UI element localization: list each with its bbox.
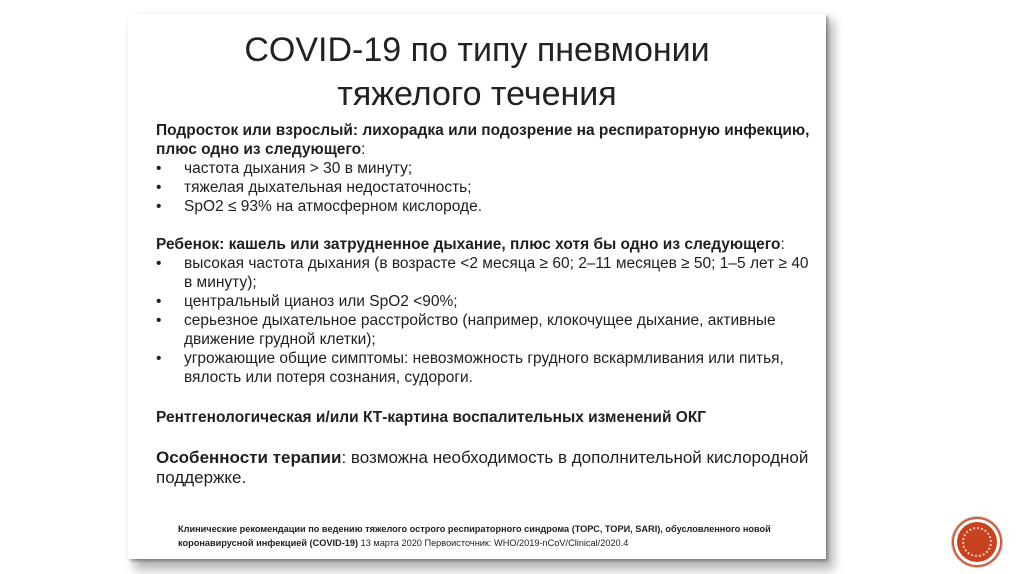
child-item-text: центральный цианоз или SpO2 <90%;	[184, 293, 458, 310]
list-item	[156, 197, 816, 216]
slide-title-line2: тяжелого течения	[337, 75, 617, 113]
child-criteria-list	[156, 254, 816, 387]
child-heading-paragraph	[156, 235, 816, 254]
child-item-text: высокая частота дыхания (в возрасте <2 месяца ≥ 60; 2–11 месяцев ≥ 50; 1–5 лет ≥ 40 в минуту);	[184, 255, 809, 291]
circle-button-icon[interactable]	[957, 522, 997, 562]
list-item	[156, 292, 816, 311]
list-item	[156, 178, 816, 197]
list-item	[156, 254, 816, 292]
child-item-text: серьезное дыхательное расстройство (например, клокочущее дыхание, активные движение грудной клетки);	[184, 312, 776, 348]
bullet-icon: •	[156, 198, 162, 215]
adult-item-text: частота дыхания > 30 в минуту;	[184, 160, 413, 177]
spacer	[156, 387, 816, 408]
therapy-text: : возможна необходимость в дополнительной кислородной поддержке.	[156, 448, 809, 487]
adult-item-text: тяжелая дыхательная недостаточность;	[184, 179, 472, 196]
spacer	[156, 427, 816, 448]
source-footnote	[178, 522, 818, 550]
adult-heading-paragraph	[156, 121, 816, 159]
list-item	[156, 349, 816, 387]
adult-heading: Подросток или взрослый: лихорадка или подозрение на респираторную инфекцию, плюс одно из следующего	[156, 122, 810, 158]
bullet-icon: •	[156, 255, 162, 272]
bullet-icon: •	[156, 350, 162, 367]
bullet-icon: •	[156, 179, 162, 196]
slide-body	[156, 121, 816, 488]
footnote-title: Клинические рекомендации по ведению тяжелого острого респираторного синдрома (ТОРС, ТОРИ, SARI), обусловленного новой коронавирусной инфекцией (COVID-19)	[178, 524, 771, 548]
child-heading: Ребенок: кашель или затрудненное дыхание, плюс хотя бы одно из следующего	[156, 236, 781, 253]
child-heading-suffix: :	[780, 236, 785, 253]
button-ring	[962, 527, 992, 557]
adult-item-text: SpO2 ≤ 93% на атмосферном кислороде.	[184, 198, 483, 215]
slide	[128, 14, 826, 559]
adult-criteria-list	[156, 159, 816, 216]
slide-title-line1: COVID-19 по типу пневмонии	[244, 31, 710, 69]
child-item-text: угрожающие общие симптомы: невозможность грудного вскармливания или питья, вялость или потеря сознания, судороги.	[184, 350, 784, 386]
slide-title	[128, 28, 826, 116]
bullet-icon: •	[156, 293, 162, 310]
adult-heading-suffix: :	[361, 141, 366, 158]
xray-finding: Рентгенологическая и/или КТ-картина воспалительных изменений ОКГ	[156, 409, 707, 426]
bullet-icon: •	[156, 312, 162, 329]
spacer	[156, 216, 816, 235]
therapy-label: Особенности терапии	[156, 448, 342, 467]
therapy-paragraph	[156, 448, 816, 488]
list-item	[156, 311, 816, 349]
footnote-source: 13 марта 2020 Первоисточник: WHO/2019-nCoV/Clinical/2020.4	[358, 538, 629, 548]
list-item	[156, 159, 816, 178]
bullet-icon: •	[156, 160, 162, 177]
